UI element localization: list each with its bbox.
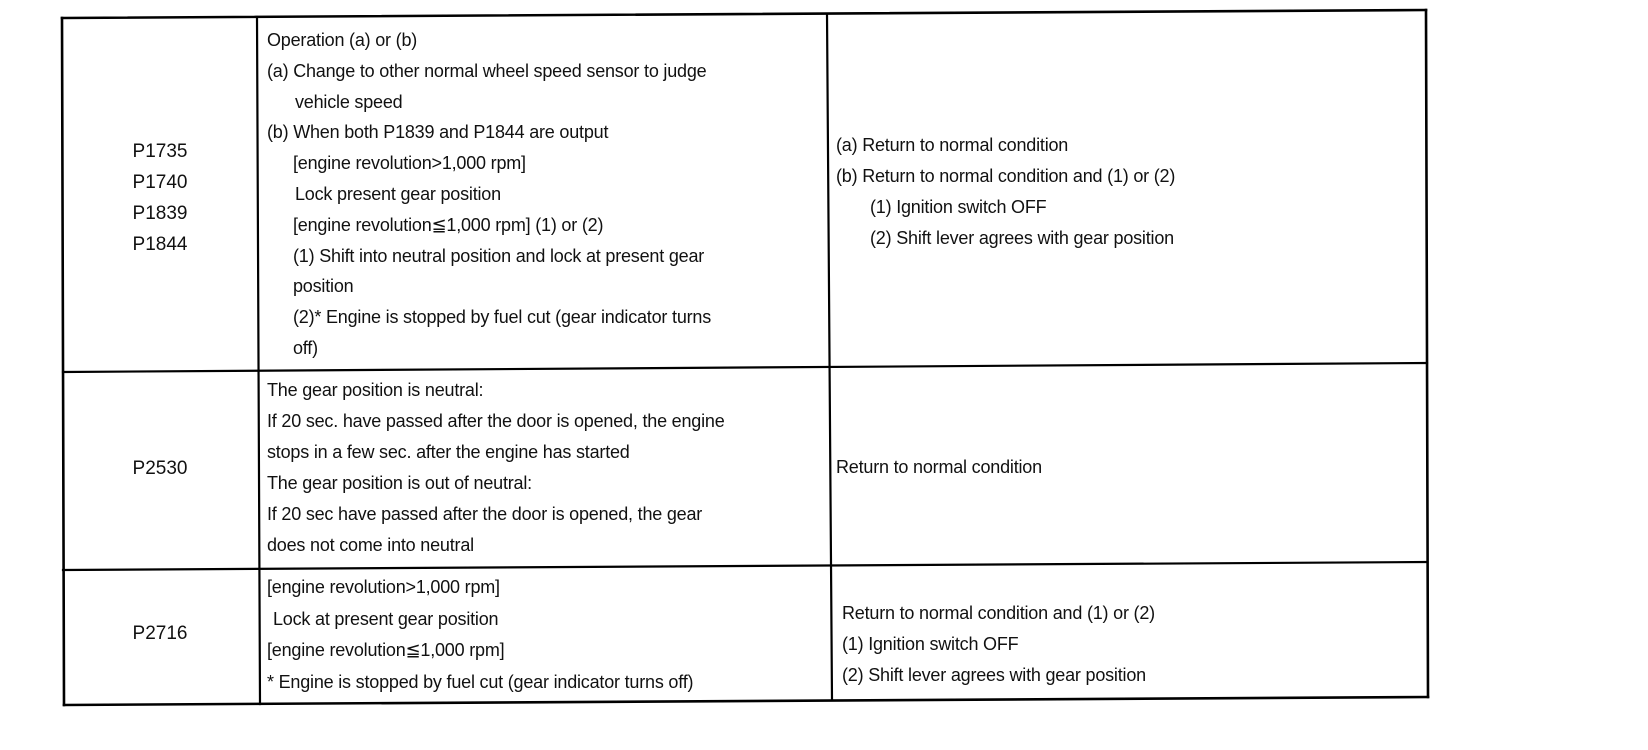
recovery-line: (a) Return to normal condition	[836, 135, 1069, 155]
dtc-code-cell	[62, 565, 258, 704]
dtc-code-cell	[62, 363, 258, 565]
dtc-code: P1735	[132, 141, 188, 162]
operation-line: The gear position is out of neutral:	[267, 473, 532, 493]
operation-line: position	[293, 276, 354, 297]
dtc-code: P2716	[132, 623, 188, 644]
operation-line: [engine revolution≦1,000 rpm] (1) or (2)	[293, 214, 604, 235]
operation-line: Operation (a) or (b)	[267, 30, 418, 50]
dtc-code: P1844	[132, 234, 188, 255]
recovery-line: (1) Ignition switch OFF	[870, 197, 1047, 217]
recovery-text	[842, 598, 1155, 691]
fail-safe-operation-cell	[258, 565, 830, 704]
operation-text	[267, 572, 693, 698]
dtc-fail-safe-table	[62, 9, 1426, 704]
operation-line: (b) When both P1839 and P1844 are output	[267, 122, 609, 143]
recovery-line: (2) Shift lever agrees with gear position	[870, 228, 1174, 248]
dtc-code-list	[62, 618, 258, 649]
operation-line: [engine revolution>1,000 rpm]	[267, 577, 500, 597]
recovery-condition-cell	[830, 9, 1426, 363]
recovery-condition-cell	[830, 565, 1426, 704]
fail-safe-operation-cell	[258, 9, 830, 363]
operation-line: [engine revolution≦1,000 rpm]	[267, 640, 505, 660]
operation-line: Lock present gear position	[295, 183, 501, 204]
operation-text	[267, 25, 711, 364]
recovery-text	[836, 452, 1042, 483]
operation-line: vehicle speed	[295, 91, 403, 112]
dtc-code-list	[62, 453, 258, 484]
dtc-code: P2530	[132, 458, 188, 479]
operation-line: does not come into neutral	[267, 535, 474, 555]
operation-line: (1) Shift into neutral position and lock at present gear	[293, 245, 705, 266]
table-row	[62, 565, 1426, 704]
operation-line: (2)* Engine is stopped by fuel cut (gear indicator turns	[293, 307, 712, 328]
table-row	[62, 363, 1426, 565]
operation-line: The gear position is neutral:	[267, 380, 484, 400]
recovery-line: Return to normal condition	[836, 457, 1042, 477]
operation-line: Lock at present gear position	[273, 608, 499, 629]
dtc-code: P1839	[132, 203, 188, 224]
dtc-code: P1740	[132, 172, 188, 193]
recovery-line: (b) Return to normal condition and (1) or (2)	[836, 166, 1176, 186]
operation-line: (a) Change to other normal wheel speed sensor to judge	[267, 60, 707, 81]
recovery-line: (2) Shift lever agrees with gear position	[842, 665, 1146, 685]
table-row	[62, 9, 1426, 363]
operation-line: [engine revolution>1,000 rpm]	[293, 153, 526, 174]
table-border-right	[1426, 10, 1428, 697]
operation-text	[267, 375, 725, 561]
fail-safe-operation-cell	[258, 363, 830, 565]
recovery-line: Return to normal condition and (1) or (2)	[842, 603, 1155, 623]
recovery-line: (1) Ignition switch OFF	[842, 634, 1019, 654]
recovery-condition-cell	[830, 363, 1426, 565]
dtc-code-cell	[62, 9, 258, 363]
operation-line: stops in a few sec. after the engine has started	[267, 442, 630, 462]
operation-line: If 20 sec have passed after the door is opened, the gear	[267, 504, 703, 524]
recovery-text	[836, 130, 1175, 254]
operation-line: If 20 sec. have passed after the door is opened, the engine	[267, 411, 725, 431]
operation-line: off)	[293, 337, 318, 358]
dtc-code-list	[62, 136, 258, 260]
operation-line: * Engine is stopped by fuel cut (gear indicator turns off)	[267, 671, 694, 692]
